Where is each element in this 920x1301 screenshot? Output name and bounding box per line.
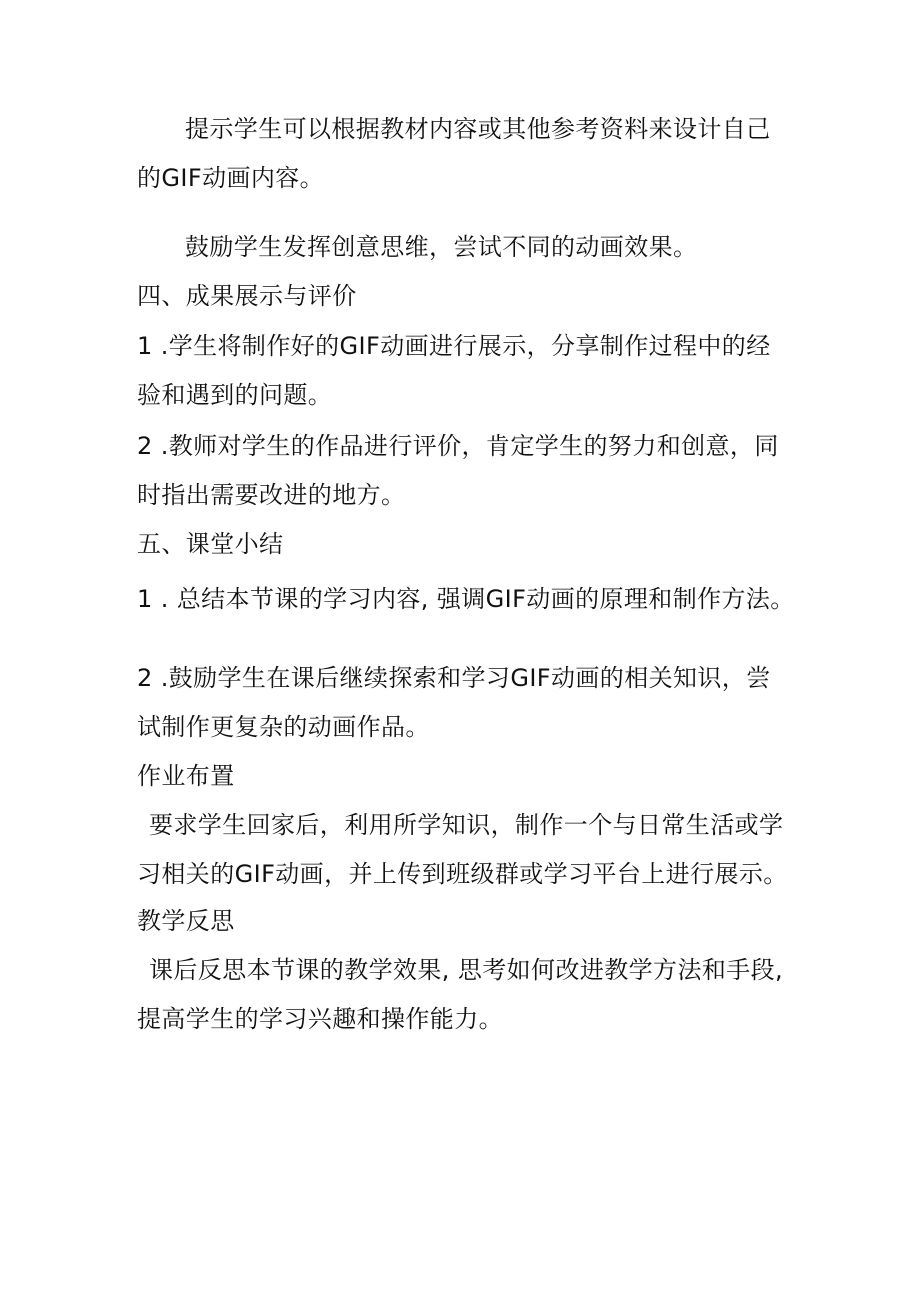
section-5-heading: 五、课堂小结 — [137, 530, 284, 558]
paragraph-1-line-1: 提示学生可以根据教材内容或其他参考资料来设计自己 — [185, 115, 771, 143]
section-5-item-2-line-1: 2 .鼓励学生在课后继续探索和学习GIF动画的相关知识，尝 — [137, 664, 771, 692]
paragraph-1-line-2: 的GIF动画内容。 — [137, 164, 325, 192]
homework-line-2: 习相关的GIF动画，并上传到班级群或学习平台上进行展示。 — [137, 860, 788, 888]
paragraph-2: 鼓励学生发挥创意思维，尝试不同的动画效果。 — [185, 233, 698, 261]
section-4-item-1-line-2: 验和遇到的问题。 — [137, 381, 333, 409]
homework-line-1: 要求学生回家后，利用所学知识，制作一个与日常生活或学 — [149, 811, 784, 839]
reflection-line-1: 课后反思本节课的教学效果, 思考如何改进教学方法和手段, — [149, 956, 784, 984]
section-4-heading: 四、成果展示与评价 — [137, 282, 357, 310]
section-4-item-2-line-2: 时指出需要改进的地方。 — [137, 481, 406, 509]
section-5-item-1: 1 . 总结本节课的学习内容, 强调GIF动画的原理和制作方法。 — [137, 585, 795, 613]
section-5-item-2-line-2: 试制作更复杂的动画作品。 — [137, 713, 430, 741]
section-4-item-2-line-1: 2 .教师对学生的作品进行评价，肯定学生的努力和创意，同 — [137, 432, 779, 460]
reflection-line-2: 提高学生的学习兴趣和操作能力。 — [137, 1005, 503, 1033]
section-4-item-1-line-1: 1 .学生将制作好的GIF动画进行展示，分享制作过程中的经 — [137, 332, 771, 360]
homework-heading: 作业布置 — [137, 762, 235, 790]
reflection-heading: 教学反思 — [137, 907, 235, 935]
